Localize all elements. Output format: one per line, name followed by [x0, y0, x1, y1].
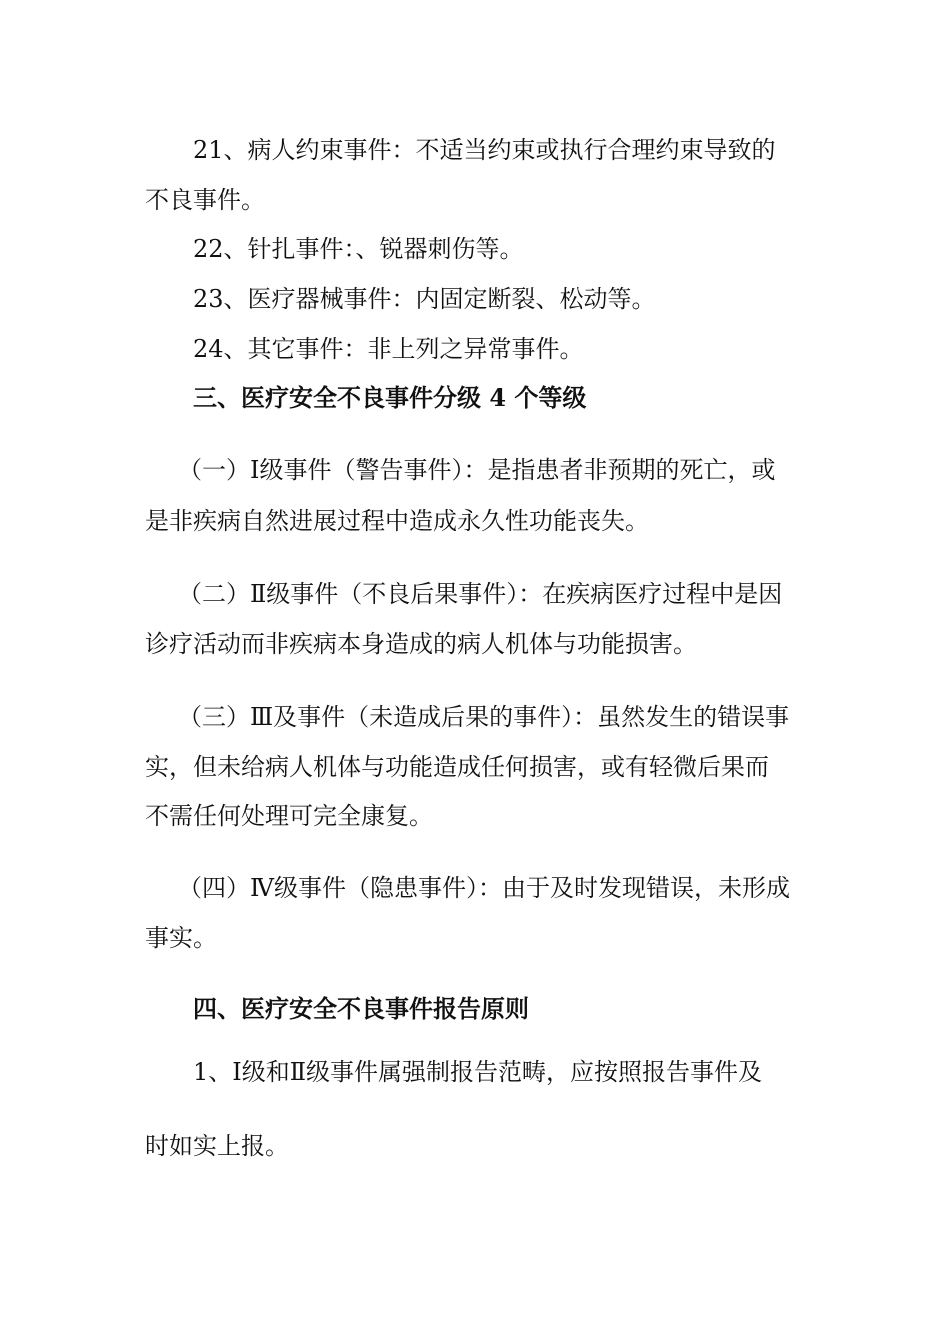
text-line-level-four-continued: 事实。: [145, 924, 217, 952]
text-line-reporting-rule-1-continued: 时如实上报。: [145, 1132, 289, 1160]
text-line-level-one: （一）Ⅰ级事件（警告事件）：是指患者非预期的死亡，或: [178, 456, 776, 484]
section-heading-four: 四、医疗安全不良事件报告原则: [193, 994, 529, 1023]
text-line-level-two: （二）Ⅱ级事件（不良后果事件）：在疾病医疗过程中是因: [178, 580, 783, 608]
text-line-level-three-continued-1: 实，但未给病人机体与功能造成任何损害，或有轻微后果而: [145, 753, 769, 781]
text-line-22-needle-event: 22、针扎事件：、锐器刺伤等。: [193, 235, 524, 263]
text-line-23-device-event: 23、医疗器械事件：内固定断裂、松动等。: [193, 285, 656, 313]
text-line-24-other-event: 24、其它事件：非上列之异常事件。: [193, 335, 584, 363]
text-line-level-one-continued: 是非疾病自然进展过程中造成永久性功能丧失。: [145, 507, 649, 535]
text-line-reporting-rule-1: 1、Ⅰ级和Ⅱ级事件属强制报告范畴，应按照报告事件及: [193, 1058, 763, 1086]
text-line-level-two-continued: 诊疗活动而非疾病本身造成的病人机体与功能损害。: [145, 630, 697, 658]
text-line-level-four: （四）Ⅳ级事件（隐患事件）：由于及时发现错误，未形成: [178, 874, 790, 902]
text-line-21-restraint-event: 21、病人约束事件：不适当约束或执行合理约束导致的: [193, 136, 776, 164]
text-line-21-continued: 不良事件。: [145, 186, 265, 214]
text-line-level-three: （三）Ⅲ及事件（未造成后果的事件）：虽然发生的错误事: [178, 703, 790, 731]
text-line-level-three-continued-2: 不需任何处理可完全康复。: [145, 802, 433, 830]
section-heading-three: 三、医疗安全不良事件分级 4 个等级: [193, 383, 587, 412]
